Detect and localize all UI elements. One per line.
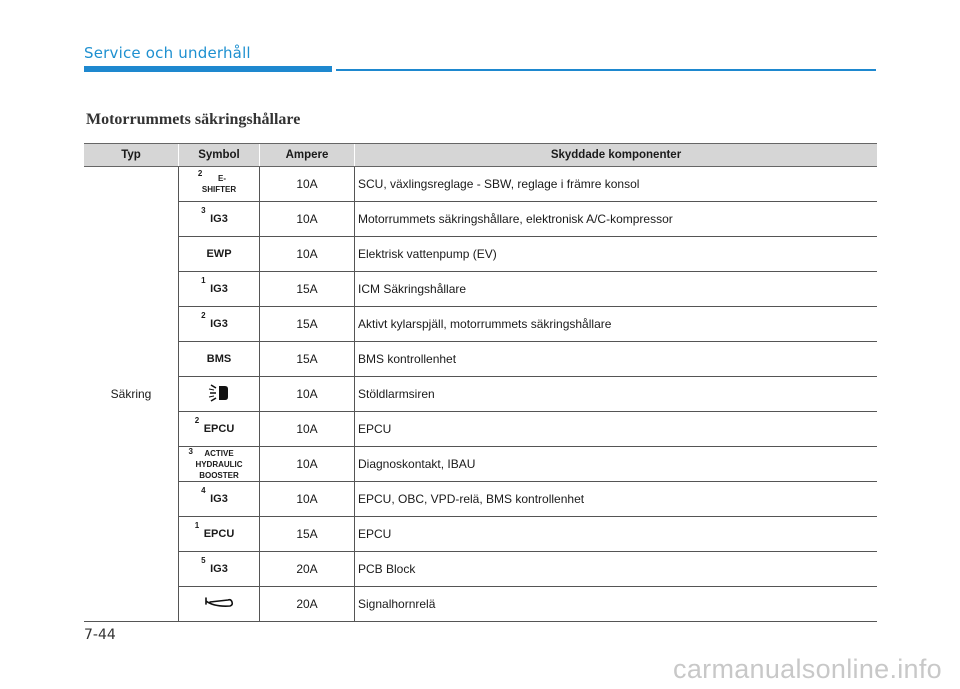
symbol-number: 1	[194, 521, 200, 530]
symbol-cell	[179, 412, 260, 447]
ampere-cell: 15A	[260, 517, 355, 552]
component-cell: ICM Säkringshållare	[355, 272, 878, 307]
symbol-line-2: SHIFTER	[201, 185, 237, 194]
table-row	[84, 447, 877, 482]
symbol-line-2: HYDRAULIC	[195, 459, 243, 469]
symbol-line-1: E-	[217, 174, 226, 183]
ampere-cell: 10A	[260, 412, 355, 447]
fuse-table-body	[84, 167, 877, 622]
horn-icon	[202, 603, 236, 615]
symbol-number: 2	[197, 169, 203, 178]
symbol-cell	[179, 377, 260, 412]
symbol-cell	[179, 237, 260, 272]
symbol-label	[188, 446, 243, 481]
component-cell: Aktivt kylarspjäll, motorrummets säkringshållare	[355, 307, 878, 342]
ampere-cell: 10A	[260, 202, 355, 237]
chapter-title: Service och underhåll	[84, 44, 251, 62]
column-header-type: Typ	[84, 144, 179, 167]
symbol-cell	[179, 167, 260, 202]
symbol-label	[207, 354, 231, 365]
component-cell: BMS kontrollenhet	[355, 342, 878, 377]
table-row	[84, 167, 877, 202]
symbol-text: BMS	[206, 353, 232, 365]
table-row	[84, 517, 877, 552]
symbol-cell	[179, 482, 260, 517]
component-cell: EPCU, OBC, VPD-relä, BMS kontrollenhet	[355, 482, 878, 517]
symbol-cell	[179, 272, 260, 307]
component-cell: Signalhornrelä	[355, 587, 878, 622]
component-cell: Diagnoskontakt, IBAU	[355, 447, 878, 482]
column-header-symbol: Symbol	[179, 144, 260, 167]
symbol-number: 2	[201, 311, 206, 320]
symbol-number: 4	[201, 486, 206, 495]
symbol-number: 3	[201, 206, 206, 215]
table-row	[84, 307, 877, 342]
symbol-text: EWP	[206, 248, 232, 260]
symbol-cell	[179, 517, 260, 552]
column-header-ampere: Ampere	[260, 144, 355, 167]
symbol-text: IG3	[210, 563, 228, 575]
ampere-cell: 15A	[260, 307, 355, 342]
symbol-text: EPCU	[203, 423, 235, 435]
siren-icon	[208, 394, 230, 406]
ampere-cell: 15A	[260, 342, 355, 377]
header-rule-thin	[336, 69, 876, 71]
symbol-label	[194, 416, 235, 435]
table-row	[84, 377, 877, 412]
ampere-cell: 10A	[260, 482, 355, 517]
watermark: carmanualsonline.info	[673, 654, 942, 684]
component-cell: Stöldlarmsiren	[355, 377, 878, 412]
symbol-cell	[179, 307, 260, 342]
component-cell: PCB Block	[355, 552, 878, 587]
section-title: Motorrummets säkringshållare	[86, 111, 301, 128]
symbol-text: IG3	[210, 213, 228, 225]
header-rule-thick	[84, 66, 332, 72]
symbol-text: EPCU	[203, 528, 235, 540]
symbol-cell	[179, 587, 260, 622]
table-header-row	[84, 144, 877, 167]
table-row	[84, 482, 877, 517]
symbol-label	[206, 249, 231, 260]
table-row	[84, 587, 877, 622]
component-cell: SCU, växlingsreglage - SBW, reglage i främre konsol	[355, 167, 878, 202]
ampere-cell: 15A	[260, 272, 355, 307]
symbol-cell	[179, 552, 260, 587]
symbol-label	[201, 206, 228, 225]
column-header-components: Skyddade komponenter	[355, 144, 878, 167]
symbol-number: 5	[201, 556, 206, 565]
page-number: 7-44	[84, 627, 116, 643]
table-row	[84, 202, 877, 237]
component-cell: EPCU	[355, 517, 878, 552]
type-cell: Säkring	[84, 167, 179, 622]
ampere-cell: 20A	[260, 552, 355, 587]
symbol-label	[201, 556, 228, 575]
fuse-table	[84, 143, 877, 622]
symbol-number: 1	[201, 276, 206, 285]
symbol-line-1: ACTIVE	[204, 448, 234, 458]
ampere-cell: 10A	[260, 377, 355, 412]
symbol-number: 3	[188, 446, 193, 456]
component-cell: EPCU	[355, 412, 878, 447]
table-row	[84, 412, 877, 447]
table-row	[84, 342, 877, 377]
table-row	[84, 237, 877, 272]
symbol-line-3: BOOSTER	[199, 470, 239, 480]
symbol-label	[197, 169, 237, 195]
symbol-text: IG3	[210, 493, 228, 505]
symbol-text: IG3	[210, 283, 228, 295]
component-cell: Motorrummets säkringshållare, elektronisk A/C-kompressor	[355, 202, 878, 237]
symbol-cell	[179, 342, 260, 377]
ampere-cell: 10A	[260, 167, 355, 202]
symbol-label	[201, 276, 228, 295]
symbol-label	[201, 311, 228, 330]
ampere-cell: 20A	[260, 587, 355, 622]
symbol-cell	[179, 447, 260, 482]
symbol-number: 2	[194, 416, 200, 425]
table-row	[84, 552, 877, 587]
component-cell: Elektrisk vattenpump (EV)	[355, 237, 878, 272]
symbol-label	[201, 486, 228, 505]
ampere-cell: 10A	[260, 447, 355, 482]
symbol-text: IG3	[210, 318, 228, 330]
ampere-cell: 10A	[260, 237, 355, 272]
symbol-cell	[179, 202, 260, 237]
symbol-label	[194, 521, 235, 540]
table-row	[84, 272, 877, 307]
